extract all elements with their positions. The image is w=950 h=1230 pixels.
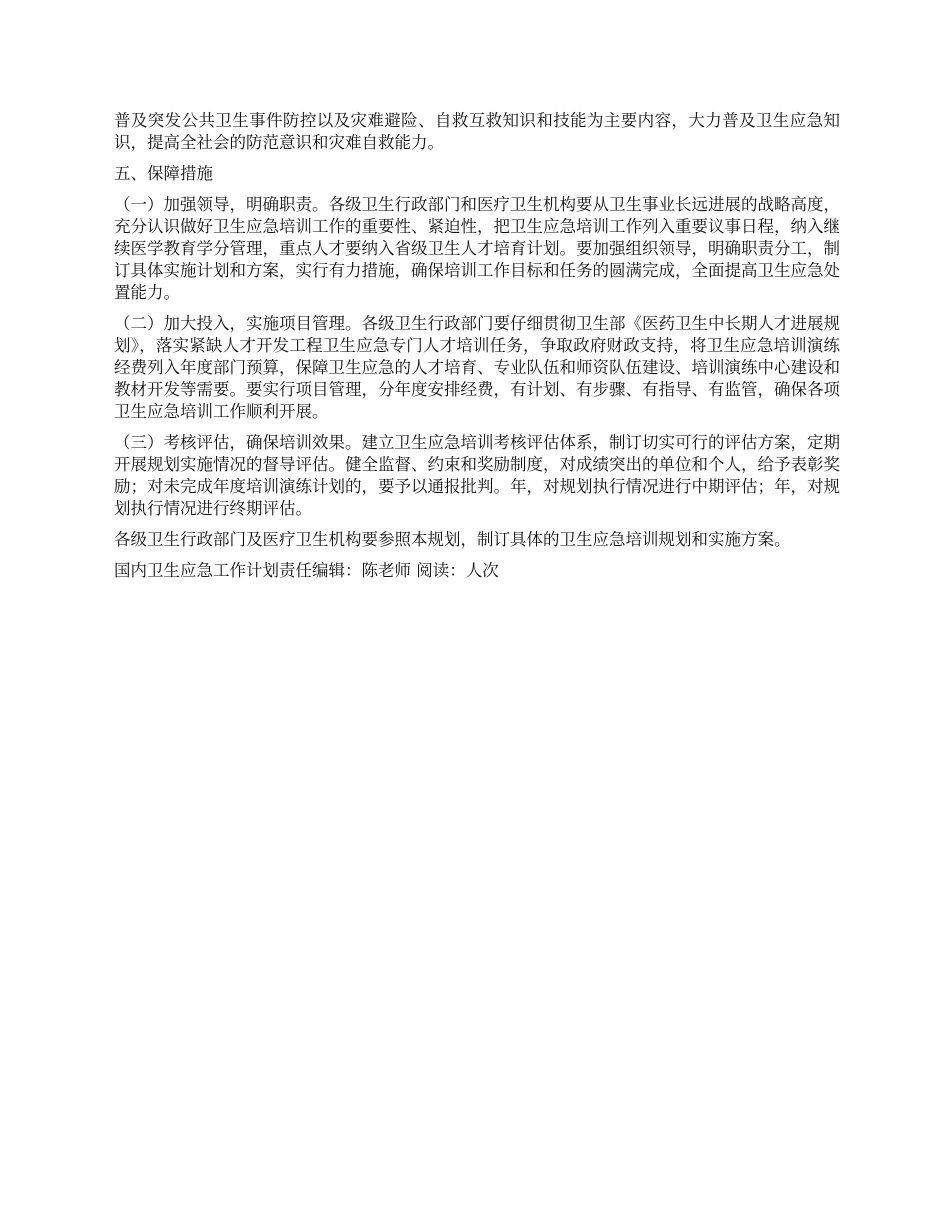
measure-paragraph-1: （一）加强领导，明确职责。各级卫生行政部门和医疗卫生机构要从卫生事业长远进展的战略高度，充分认识做好卫生应急培训工作的重要性、紧迫性，把卫生应急培训工作列入重要议事日程，纳入继续医学教育学分管理，重点人才要纳入省级卫生人才培育计划。要加强组织领导，明确职责分工，制订具体实施计划和方案，实行有力措施，确保培训工作目标和任务的圆满完成，全面提高卫生应急处置能力。 [114,195,840,302]
editor-footer: 国内卫生应急工作计划责任编辑：陈老师 阅读：人次 [114,561,499,580]
document-page [114,110,840,582]
closing-paragraph: 各级卫生行政部门及医疗卫生机构要参照本规划，制订具体的卫生应急培训规划和实施方案。 [114,530,791,549]
measure-paragraph-3: （三）考核评估，确保培训效果。建立卫生应急培训考核评估体系，制订切实可行的评估方案，定期开展规划实施情况的督导评估。健全监督、约束和奖励制度，对成绩突出的单位和个人，给予表彰奖励；对未完成年度培训演练计划的，要予以通报批判。年，对规划执行情况进行中期评估；年，对规划执行情况进行终期评估。 [114,433,840,518]
section-heading: 五、保障措施 [114,164,213,183]
measure-paragraph-2: （二）加大投入，实施项目管理。各级卫生行政部门要仔细贯彻卫生部《医药卫生中长期人才进展规划》，落实紧缺人才开发工程卫生应急专门人才培训任务，争取政府财政支持，将卫生应急培训演练经费列入年度部门预算，保障卫生应急的人才培育、专业队伍和师资队伍建设、培训演练中心建设和教材开发等需要。要实行项目管理，分年度安排经费，有计划、有步骤、有指导、有监管，确保各项卫生应急培训工作顺利开展。 [114,314,840,421]
intro-paragraph: 普及突发公共卫生事件防控以及灾难避险、自救互救知识和技能为主要内容，大力普及卫生应急知识，提高全社会的防范意识和灾难自救能力。 [114,111,840,152]
